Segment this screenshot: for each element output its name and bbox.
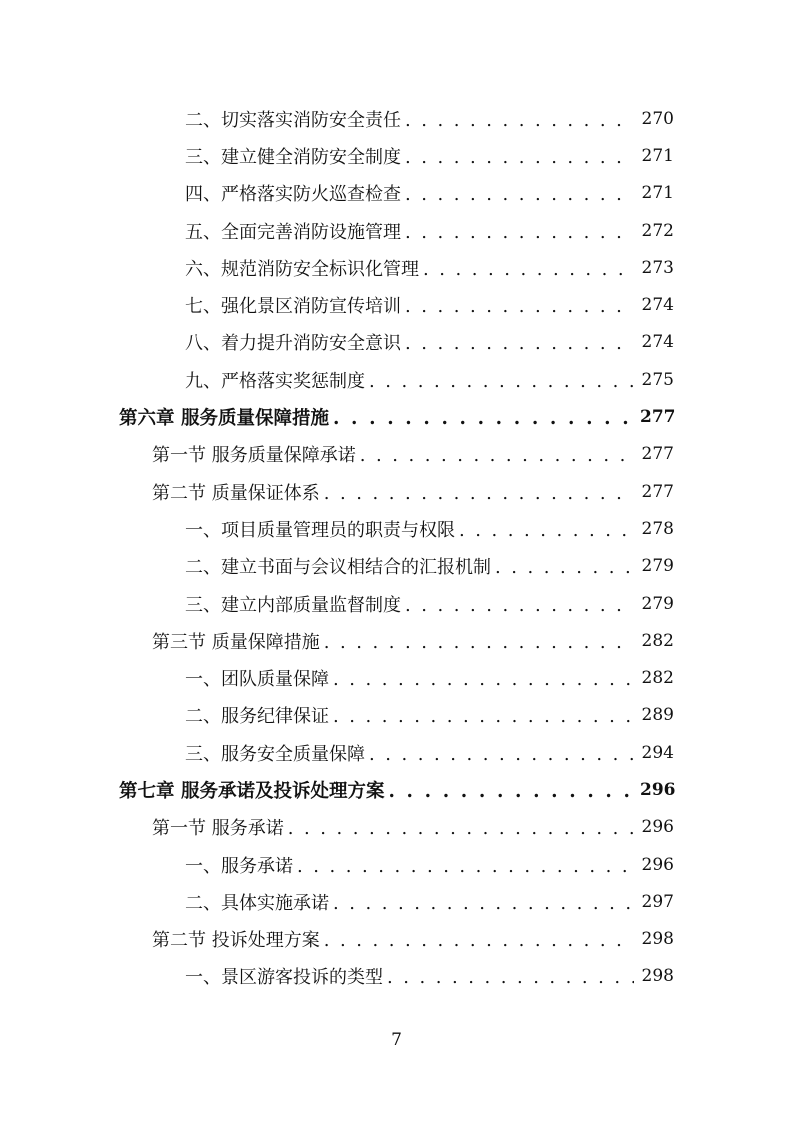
- toc-entry[interactable]: [0, 734, 793, 771]
- toc-entry-label: 八、着力提升消防安全意识: [185, 333, 401, 355]
- toc-entry[interactable]: [0, 585, 793, 622]
- toc-entry-page: 270: [641, 108, 674, 129]
- dot-leader: [333, 667, 634, 689]
- toc-entry-page: 279: [641, 556, 674, 577]
- toc-entry-label: 第二节 质量保证体系: [152, 482, 320, 504]
- toc-entry-page: 277: [640, 407, 676, 428]
- toc-entry-page: 279: [641, 593, 674, 614]
- dot-leader: [324, 630, 634, 652]
- toc-entry[interactable]: [0, 175, 793, 212]
- toc-entry-label: 三、建立内部质量监督制度: [185, 594, 401, 616]
- toc-entry[interactable]: [0, 548, 793, 585]
- toc-entry-label: 二、切实落实消防安全责任: [185, 109, 401, 131]
- toc-entry-label: 第七章 服务承诺及投诉处理方案: [119, 780, 385, 802]
- toc-entry-page: 289: [641, 705, 674, 726]
- toc-entry-label: 第六章 服务质量保障措施: [119, 408, 329, 430]
- toc-entry-page: 297: [641, 891, 674, 912]
- toc-entry-page: 294: [641, 742, 674, 763]
- dot-leader: [405, 145, 634, 167]
- toc-entry-label: 三、建立健全消防安全制度: [185, 146, 401, 168]
- toc-entry-label: 三、服务安全质量保障: [185, 743, 365, 765]
- toc-entry-page: 272: [641, 220, 674, 241]
- toc-entry-label: 第一节 服务承诺: [152, 818, 284, 840]
- dot-leader: [405, 593, 634, 615]
- toc-entry-page: 298: [641, 966, 674, 987]
- toc-entry[interactable]: [0, 958, 793, 995]
- dot-leader: [459, 518, 634, 540]
- toc-entry-page: 274: [641, 332, 674, 353]
- toc-entry[interactable]: [0, 137, 793, 174]
- dot-leader: [405, 331, 634, 353]
- toc-entry-label: 九、严格落实奖惩制度: [185, 370, 365, 392]
- toc-entry-page: 277: [641, 444, 674, 465]
- dot-leader: [495, 555, 634, 577]
- toc-section-entry[interactable]: [0, 809, 793, 846]
- dot-leader: [360, 443, 634, 465]
- toc-entry-label: 第三节 质量保障措施: [152, 631, 320, 653]
- toc-entry-page: 296: [641, 854, 674, 875]
- toc-entry[interactable]: [0, 846, 793, 883]
- toc-chapter-entry[interactable]: [0, 398, 793, 435]
- toc-entry-label: 第一节 服务质量保障承诺: [152, 445, 356, 467]
- toc-entry-page: 271: [641, 183, 674, 204]
- toc-entry-page: 296: [641, 817, 674, 838]
- toc-entry-page: 278: [641, 518, 674, 539]
- dot-leader: [297, 854, 634, 876]
- toc-section-entry[interactable]: [0, 436, 793, 473]
- toc-entry-label: 一、景区游客投诉的类型: [185, 967, 383, 989]
- dot-leader: [405, 182, 634, 204]
- dot-leader: [405, 108, 634, 130]
- dot-leader: [405, 294, 634, 316]
- toc-entry-page: 271: [641, 145, 674, 166]
- toc-entry-page: 282: [641, 630, 674, 651]
- dot-leader: [288, 816, 634, 838]
- toc-entry-label: 二、具体实施承诺: [185, 892, 329, 914]
- toc-entry[interactable]: [0, 659, 793, 696]
- dot-leader: [333, 704, 634, 726]
- dot-leader: [324, 481, 634, 503]
- toc-entry-page: 277: [641, 481, 674, 502]
- toc-section-entry[interactable]: [0, 921, 793, 958]
- toc-entry[interactable]: [0, 324, 793, 361]
- toc-section-entry[interactable]: [0, 622, 793, 659]
- dot-leader: [388, 779, 634, 802]
- dot-leader: [423, 257, 634, 279]
- toc-entry[interactable]: [0, 883, 793, 920]
- toc-entry-page: 274: [641, 295, 674, 316]
- toc-entry-label: 七、强化景区消防宣传培训: [185, 296, 401, 318]
- toc-entry-label: 第二节 投诉处理方案: [152, 930, 320, 952]
- toc-section-entry[interactable]: [0, 473, 793, 510]
- toc-entry-label: 二、建立书面与会议相结合的汇报机制: [185, 557, 491, 579]
- toc-entry-label: 六、规范消防安全标识化管理: [185, 258, 419, 280]
- dot-leader: [369, 742, 634, 764]
- toc-chapter-entry[interactable]: [0, 771, 793, 808]
- toc-entry[interactable]: [0, 510, 793, 547]
- toc-entry-page: 273: [641, 257, 674, 278]
- toc-entry-page: 296: [640, 779, 676, 800]
- toc-entry[interactable]: [0, 249, 793, 286]
- toc-entry[interactable]: [0, 361, 793, 398]
- toc-entry-label: 一、团队质量保障: [185, 669, 329, 691]
- toc-entry-label: 五、全面完善消防设施管理: [185, 221, 401, 243]
- toc-entry[interactable]: [0, 212, 793, 249]
- toc-entry-label: 一、服务承诺: [185, 855, 293, 877]
- toc-entry-page: 275: [641, 369, 674, 390]
- toc-entry-page: 298: [641, 929, 674, 950]
- dot-leader: [369, 369, 634, 391]
- table-of-contents: [0, 100, 793, 995]
- dot-leader: [405, 220, 634, 242]
- toc-entry[interactable]: [0, 697, 793, 734]
- toc-entry[interactable]: [0, 286, 793, 323]
- page-number: 7: [391, 1030, 402, 1050]
- toc-entry-page: 282: [641, 668, 674, 689]
- toc-entry-label: 二、服务纪律保证: [185, 706, 329, 728]
- dot-leader: [333, 406, 634, 429]
- dot-leader: [387, 965, 634, 987]
- dot-leader: [324, 928, 634, 950]
- toc-entry[interactable]: [0, 100, 793, 137]
- toc-entry-label: 四、严格落实防火巡查检查: [185, 184, 401, 206]
- toc-entry-label: 一、项目质量管理员的职责与权限: [185, 519, 455, 541]
- dot-leader: [333, 891, 634, 913]
